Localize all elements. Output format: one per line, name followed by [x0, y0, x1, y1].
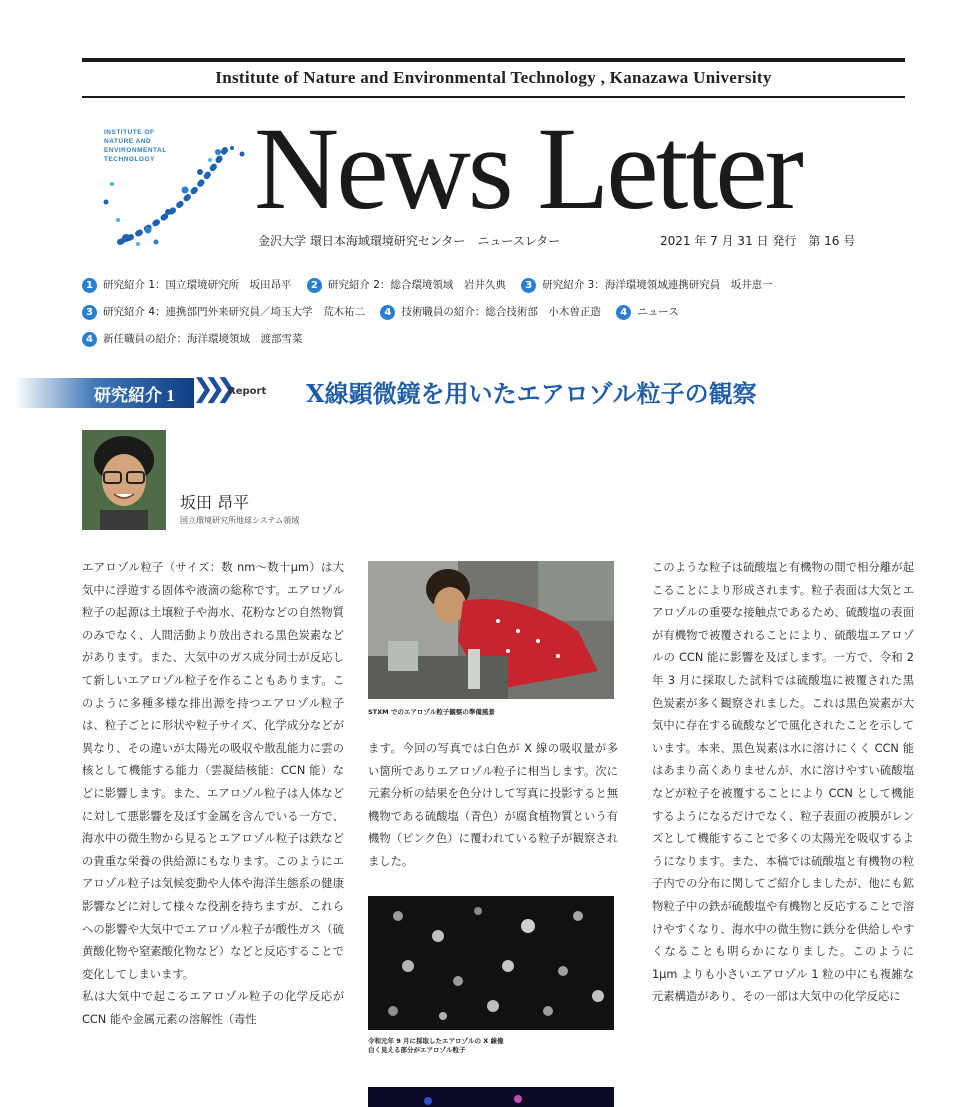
toc-item[interactable] — [521, 275, 773, 295]
report-label: Report — [228, 386, 267, 397]
header-bottom-rule — [82, 96, 905, 98]
xray-particles-icon — [368, 896, 614, 1030]
toc-row — [82, 275, 942, 302]
article-title: X線顕微鏡を用いたエアロゾル粒子の観察 — [306, 379, 757, 408]
article-column-1 — [82, 557, 344, 1031]
paragraph: エアロゾル粒子（サイズ：数 nm〜数十μm）は大気中に浮遊する固体や液滴の総称です。エアロゾル粒子の起源は土壌粒子や海水、花粉などの自然物質のみでなく、人間活動より放出される黒色炭素などがあります。また、大気中のガス成分同士が反応して新しいエアロゾル粒子を作ることもあります。このように多種多様な排出源を持つエアロゾル粒子は、粒子ごとに形状や粒子サイズ、化学成分などが異なり、その違いが太陽光の吸収や散乱能力に雲の核として機能する能力（雲凝結核能：CCN 能）などに影響します。また、エアロゾル粒子は人体などに対して悪影響を及ぼす金属を含んでいる一方で、海水中の微生物から見るとエアロゾル粒子は鉄などの貴重な栄養の供給源にもなります。このようにエアロゾル粒子は気候変動や人体や海洋生態系の健康影響などに対して様々な役割を持ちますが、これらへの影響や大気中でエアロゾル粒子が酸性ガス（硫黄酸化物や窒素酸化物など）などと反応することで変化してしまいます。 — [82, 561, 344, 981]
toc-number-icon: 3 — [82, 305, 97, 320]
article-column-3 — [652, 557, 914, 1009]
toc-item-label: 研究紹介 2：総合環境領域 岩井久典 — [327, 279, 506, 291]
xray-caption — [368, 1037, 618, 1055]
toc-item[interactable] — [82, 275, 292, 295]
newsletter-subtitle: 金沢大学 環日本海域環境研究センター ニュースレター — [258, 234, 561, 248]
chevrons-icon: ❯❯❯ — [192, 374, 228, 404]
toc-number-icon: 4 — [616, 305, 631, 320]
xray-image — [368, 896, 614, 1030]
logo-text-line: NATURE AND — [104, 138, 152, 145]
caption-line: 令和元年 9 月に採取したエアロゾルの X 線像 — [368, 1037, 504, 1045]
logo-text-line: INSTITUTE OF — [104, 129, 155, 136]
author-affiliation: 国立環境研究所地球システム領域 — [180, 516, 300, 525]
logo-text-line: TECHNOLOGY — [104, 156, 155, 163]
toc-item-label: 研究紹介 3：海洋環境領域連携研究員 坂井恵一 — [542, 279, 773, 291]
toc-row — [82, 329, 942, 356]
toc-item-label: 新任職員の紹介：海洋環境領域 渡部雪菜 — [103, 333, 303, 345]
lab-scene-icon — [368, 561, 614, 699]
toc-item[interactable] — [616, 302, 678, 322]
logo-dots-icon — [90, 120, 260, 250]
toc-number-icon: 2 — [307, 278, 322, 293]
toc-item-label: 技術職員の紹介：総合技術部 小木曽正造 — [401, 306, 601, 318]
section-tag-label: 研究紹介 1 — [94, 386, 175, 405]
toc-item-label: ニュース — [637, 306, 679, 318]
toc-item[interactable] — [82, 329, 303, 349]
toc-number-icon: 3 — [521, 278, 536, 293]
header-top-rule — [82, 58, 905, 62]
toc-number-icon: 1 — [82, 278, 97, 293]
toc-number-icon: 4 — [82, 332, 97, 347]
toc-item[interactable] — [380, 302, 601, 322]
element-map-icon — [368, 1087, 614, 1107]
author-portrait-icon — [82, 430, 166, 530]
section-tag — [14, 378, 194, 408]
issue-info: 2021 年 7 月 31 日 発行 第 16 号 — [660, 234, 856, 248]
author-photo — [82, 430, 166, 530]
caption-line: 白く見える部分がエアロゾル粒子 — [368, 1046, 466, 1054]
article-column-2 — [368, 738, 618, 874]
toc-item-label: 研究紹介 1：国立環境研究所 坂田昂平 — [103, 279, 292, 291]
toc-row — [82, 302, 942, 329]
table-of-contents — [82, 275, 942, 356]
institute-logo — [90, 120, 260, 250]
newsletter-title: News Letter — [254, 103, 801, 234]
photo-caption: STXM でのエアロゾル粒子観察の準備風景 — [368, 708, 495, 716]
toc-number-icon: 4 — [380, 305, 395, 320]
lab-photo — [368, 561, 614, 699]
element-map-image — [368, 1087, 614, 1107]
paragraph: ます。今回の写真では白色が X 線の吸収量が多い箇所でありエアロゾル粒子に相当します。次に元素分析の結果を色分けして写真に投影すると無機物である硫酸塩（青色）が腐食植物質という有機物（ピンク色）に覆われている粒子が観察されました。 — [368, 742, 618, 868]
institute-name: Institute of Nature and Environmental Technology , Kanazawa University — [215, 68, 772, 87]
author-name: 坂田 昂平 — [180, 493, 250, 512]
paragraph: 私は大気中で起こるエアロゾル粒子の化学反応が CCN 能や金属元素の溶解性（毒性 — [82, 990, 344, 1026]
toc-item-label: 研究紹介 4：連携部門外来研究員／埼玉大学 荒木祐二 — [103, 306, 366, 318]
logo-text-line: ENVIRONMENTAL — [104, 147, 167, 154]
toc-item[interactable] — [82, 302, 365, 322]
toc-item[interactable] — [307, 275, 506, 295]
paragraph: このような粒子は硫酸塩と有機物の間で相分離が起こることにより形成されます。粒子表面は大気とエアロゾルの重要な接触点であるため、硫酸塩の表面が有機物で被覆されることにより、硫酸塩エアロゾルの CCN 能に影響を及ぼします。一方で、令和 2 年 3 月に採取した試料では硫酸塩に被覆された黒色炭素が多く観察されました。これは黒色炭素が大気中に存在する硫酸などで風化されたことを示しています。本来、黒色炭素は水に溶けにくく CCN 能はあまり高くありませんが、水に溶けやすい硫酸塩などが粒子を被覆することにより CCN として機能するようになるだけでなく、粒子表面の被膜がレンズとして機能することで多くの太陽光を吸収するようになります。また、本稿では硫酸塩と有機物の粒子内での分布に関してご紹介しましたが、他にも鉱物粒子中の鉄が硫酸塩や有機物と反応することで溶けやすくなり、海水中の微生物に鉄分を供給しやすくなることも明らかになりました。このように 1μm よりも小さいエアロゾル 1 粒の中にも複雑な元素構造があり、その一部は大気中の化学反応に — [652, 561, 914, 1004]
